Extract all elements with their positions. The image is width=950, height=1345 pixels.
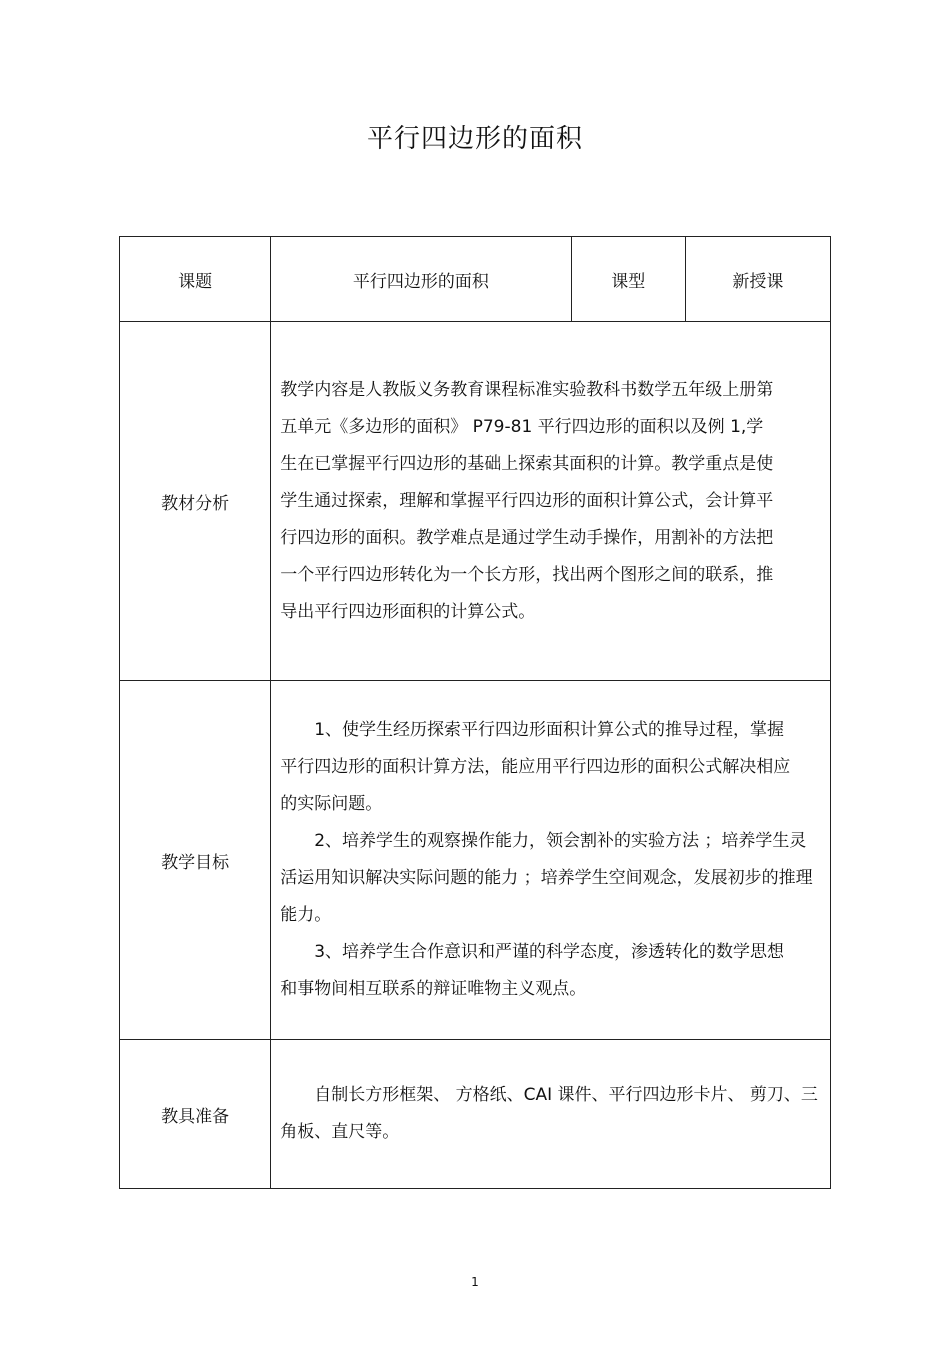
tools-label: 教具准备 [120,1040,271,1189]
goal-item-3: 3、培养学生合作意识和严谨的科学态度，渗透转化的数学思想和事物间相互联系的辩证唯物主义观点。 [280,942,785,999]
page-title: 平行四边形的面积 [366,124,583,154]
goals-label: 教学目标 [120,681,271,1040]
analysis-label: 教材分析 [120,322,271,681]
topic-label: 课题 [120,237,271,322]
table-row-analysis [120,322,831,681]
lesson-plan-table [119,236,831,1189]
type-value: 新授课 [685,237,830,322]
analysis-cell [271,322,831,681]
tools-text: 自制长方形框架、 方格纸、CAI 课件、平行四边形卡片、 剪刀、三角板、直尺等。 [280,1085,818,1142]
goal-item-1: 1、使学生经历探索平行四边形面积计算公式的推导过程，掌握平行四边形的面积计算方法，能应用平行四边形的面积公式解决相应的实际问题。 [280,720,791,814]
topic-value: 平行四边形的面积 [271,237,571,322]
goal-item-2: 2、培养学生的观察操作能力，领会割补的实验方法 ；培养学生灵活运用知识解决实际问题的能力 ；培养学生空间观念，发展初步的推理能力。 [280,831,813,925]
table-row-topic [120,237,831,322]
page-number: 1 [471,1275,479,1289]
table-row-goals [120,681,831,1040]
goals-cell [271,681,831,1040]
tools-cell [271,1040,831,1189]
type-label: 课型 [571,237,685,322]
table-row-tools [120,1040,831,1189]
analysis-text: 教学内容是人教版义务教育课程标准实验教科书数学五年级上册第五单元《多边形的面积》 P79-81 平行四边形的面积以及例 1,学生在已掌握平行四边形的基础上探索其面积的计算。教学重点是使学生通过探索，理解和掌握平行四边形的面积计算公式，会计算平行四边形的面积。教学难点是通过学生动手操作，用割补的方法把一个平行四边形转化为一个长方形，找出两个图形之间的联系，推导出平行四边形面积的计算公式。 [280,379,774,622]
